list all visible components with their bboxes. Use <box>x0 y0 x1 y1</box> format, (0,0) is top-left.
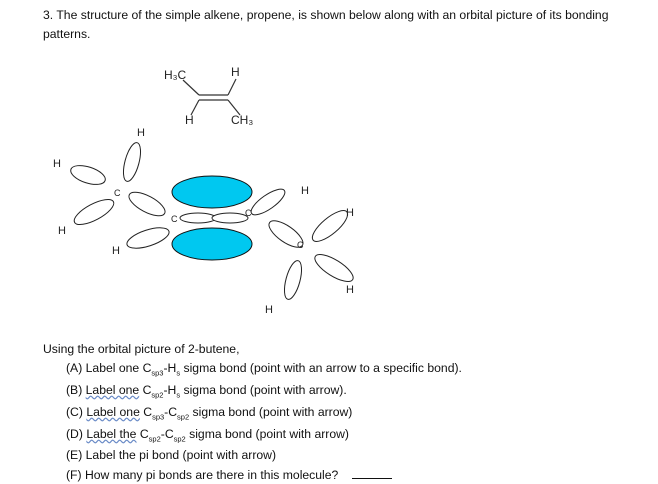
label-h4: H <box>112 245 120 257</box>
orbital-lobe <box>126 188 169 221</box>
orbital-lobe <box>248 185 289 219</box>
label-c2: C <box>171 214 178 224</box>
label-h1: H <box>137 127 145 139</box>
label-c3: C <box>245 208 252 218</box>
label-h7: H <box>346 284 354 296</box>
label-h5: H <box>301 185 309 197</box>
label-c4: C <box>297 240 304 250</box>
question-number: 3. <box>43 8 54 22</box>
orbital-lobe <box>281 259 305 301</box>
part-b: (B) Label one $C_{sp2}-H_s$ sigma bond (point with arrow). <box>66 382 347 400</box>
part-f: (F) How many pi bonds are there in this molecule? <box>66 465 462 484</box>
part-c: (C) Label one $C_{sp3}-C_{sp2}$ sigma bond (point with arrow) <box>66 404 353 422</box>
orbital-lobe <box>311 250 357 287</box>
orbital-lobe <box>180 213 216 223</box>
label-h2: H <box>53 158 61 170</box>
question-text: The structure of the simple alkene, propene, is shown below along with an orbital picture of its bonding patterns. <box>43 8 609 41</box>
struct-top-right: H <box>231 65 240 79</box>
orbital-lobe <box>71 195 117 230</box>
struct-top-left: H₃C <box>164 68 187 82</box>
orbital-lobe <box>120 141 144 183</box>
instructions-lead: Using the orbital picture of 2-butene, <box>43 342 240 356</box>
answer-blank[interactable] <box>352 465 392 479</box>
label-h8: H <box>265 304 273 316</box>
orbital-lobe <box>125 224 172 253</box>
struct-bottom-right: CH₃ <box>231 113 254 127</box>
pi-lobe-top <box>172 176 252 208</box>
question-parts <box>66 360 462 484</box>
orbital-lobe <box>68 162 107 188</box>
orbital-lobe <box>212 213 248 223</box>
struct-bottom-left: H <box>185 113 194 127</box>
part-e: (E) Label the pi bond (point with arrow) <box>66 448 277 463</box>
part-d: (D) Label the $C_{sp2}-C_{sp2}$ sigma bond (point with arrow) <box>66 426 349 443</box>
sigma-orbitals <box>68 141 356 301</box>
pi-lobe-bottom <box>172 228 252 260</box>
label-h3: H <box>58 225 66 237</box>
part-a: (A) Label one $C_{sp3}-H_s$ sigma bond (point with an arrow to a specific bond). <box>66 361 462 378</box>
propene-structure <box>183 79 240 115</box>
label-c1: C <box>114 188 121 198</box>
label-h6: H <box>346 207 354 219</box>
